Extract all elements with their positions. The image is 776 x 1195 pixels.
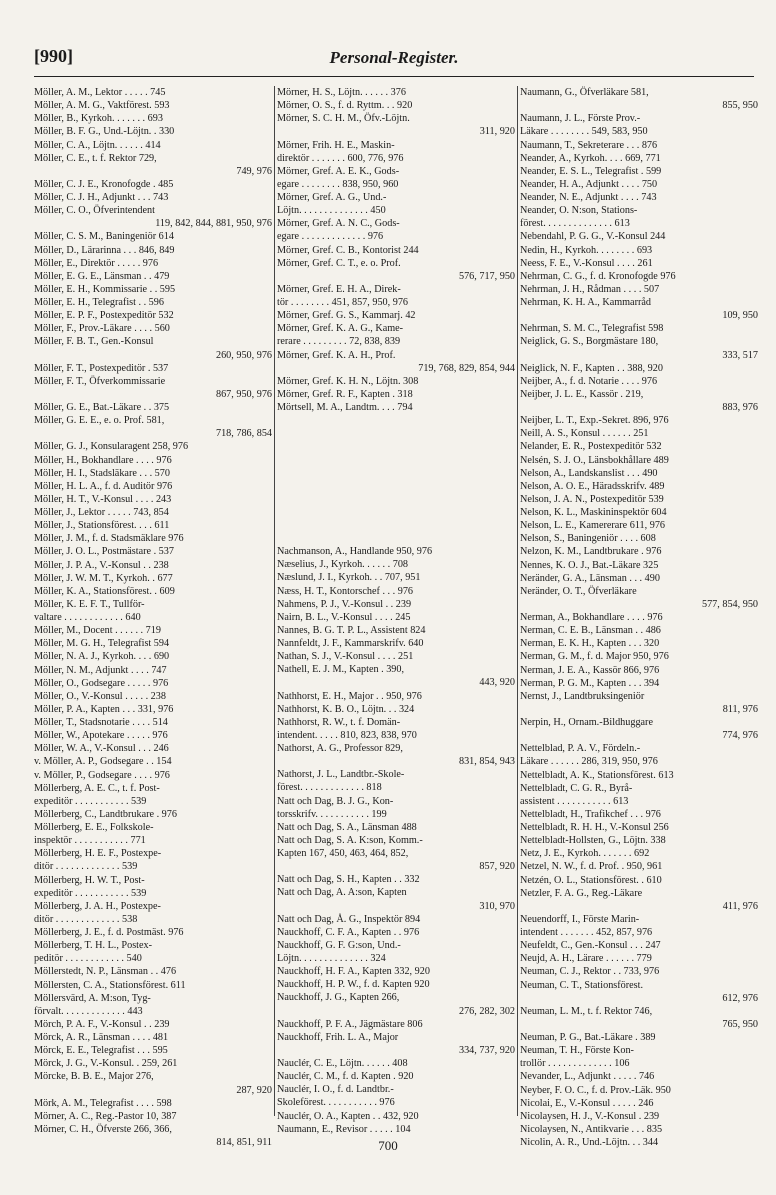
- register-entry: Nerpin, H., Ornam.-Bildhuggare: [520, 717, 653, 728]
- entry-continuation: 883, 976: [722, 402, 758, 413]
- entry-continuation: 718, 786, 854: [215, 428, 272, 440]
- register-entry: Naumann, T., Sekreterare . . . 876: [520, 139, 658, 151]
- register-entry: Nahmens, P. J., V.-Konsul . . 239: [277, 598, 412, 610]
- entry-continuation: 109, 950: [722, 310, 758, 322]
- register-column-1: [34, 86, 274, 1149]
- register-entry: Neander, H. A., Adjunkt . . . . 750: [520, 178, 658, 190]
- register-entry: Nicolaysen, N., Antikvarie . . . 835: [520, 1123, 663, 1135]
- register-entry: Möller, C. J. E., Kronofogde . 485: [34, 178, 174, 190]
- register-entry: Mörner, C. H., Öfverste 266, 366,: [34, 1123, 172, 1135]
- register-entry: Mörner, S. C. H. M., Öfv.-Löjtn.: [277, 113, 410, 125]
- register-entry: Möllerberg, H. W. T., Post-: [34, 874, 145, 886]
- register-entry: Nicolin, A. R., Und.-Löjtn. . . 344: [520, 1137, 659, 1148]
- register-entry: egare . . . . . . . . . . . . . 976: [277, 231, 384, 243]
- register-entry: Möller, E., Direktör . . . . . 976: [34, 257, 159, 269]
- register-entry: Möller, G. J., Konsularagent 258, 976: [34, 441, 189, 453]
- register-entry: Nerman, E. K. H., Kapten . . . 320: [520, 638, 660, 650]
- register-entry: Möller, B. F. G., Und.-Löjtn. . 330: [34, 126, 175, 138]
- register-entry: Mörner, Gref. G. S., Kammarj. 42: [277, 310, 416, 322]
- entry-continuation: 119, 842, 844, 881, 950, 976: [155, 218, 272, 230]
- register-entry: Nettelblad, P. A. V., Fördeln.-: [520, 743, 641, 755]
- register-entry: Nedin, H., Kyrkoh. . . . . . . . 693: [520, 244, 653, 256]
- register-entry: Næselius, J., Kyrkoh. . . . . . 708: [277, 559, 409, 571]
- register-entry: förest. . . . . . . . . . . . . . 613: [520, 218, 630, 230]
- register-entry: Naumann, G., Öfverläkare 581,: [520, 87, 649, 98]
- register-entry: Neijber, L. T., Exp.-Sekret. 896, 976: [520, 415, 669, 427]
- register-entry: Nernst, J., Landtbruksingeniör: [520, 690, 645, 702]
- register-entry: Natt och Dag, Å. G., Inspektör 894: [277, 913, 421, 925]
- register-entry: Naumann, J. L., Förste Prov.-: [520, 113, 641, 125]
- register-entry: Möller, W. A., V.-Konsul . . . 246: [34, 743, 169, 755]
- entry-continuation: 443, 920: [479, 677, 515, 689]
- register-entry: Nathan, S. J., V.-Konsul . . . . 251: [277, 651, 414, 663]
- register-entry: Nicolaysen, H. J., V.-Konsul . 239: [520, 1110, 660, 1122]
- register-entry: Möller, J. O. L., Postmästare . 537: [34, 546, 174, 558]
- register-entry: ditör . . . . . . . . . . . . . 538: [34, 913, 138, 925]
- register-entry: assistent . . . . . . . . . . . 613: [520, 795, 629, 807]
- register-entry: Mörner, Gref. A. E. K., Gods-: [277, 165, 400, 177]
- entry-continuation: 814, 851, 911: [216, 1137, 272, 1148]
- register-entry: v. Möller, P., Godsegare . . . . 976: [34, 769, 170, 781]
- page-title: Personal-Register.: [329, 48, 459, 67]
- register-entry: direktör . . . . . . . 600, 776, 976: [277, 152, 404, 164]
- register-entry: Möller, J., Lektor . . . . . 743, 854: [34, 507, 169, 518]
- register-entry: Möller, G. E., Bat.-Läkare . . 375: [34, 402, 170, 413]
- register-entry: Neill, A. S., Konsul . . . . . . 251: [520, 428, 649, 440]
- register-entry: Nehrman, K. H. A., Kammarråd: [520, 297, 651, 308]
- entry-continuation: 411, 976: [722, 900, 758, 912]
- register-entry: Möller, C. E., t. f. Rektor 729,: [34, 152, 157, 164]
- register-entry: Nettelbladt, H., Trafikchef . . . 976: [520, 808, 661, 820]
- register-entry: Mörner, Gref. R. F., Kapten . 318: [277, 388, 413, 400]
- register-entry: Mörner, H. S., Löjtn. . . . . . 376: [277, 87, 406, 98]
- register-entry: Nauclér, C. M., f. d. Kapten . 920: [277, 1071, 414, 1083]
- register-entry: Möller, K. E. F. T., Tullför-: [34, 598, 145, 610]
- register-entry: Möllerberg, A. E. C., t. f. Post-: [34, 782, 160, 794]
- register-entry: Nathhorst, E. H., Major . . 950, 976: [277, 690, 422, 702]
- register-entry: Nelson, J. A. N., Postexpeditör 539: [520, 493, 664, 505]
- entry-continuation: 857, 920: [479, 861, 515, 873]
- register-entry: Nelson, S., Baningeniör . . . . 608: [520, 533, 656, 545]
- entry-continuation: 260, 950, 976: [215, 349, 272, 361]
- register-entry: Nelzon, K. M., Landtbrukare . 976: [520, 546, 662, 558]
- register-entry: Möller, E. H., Kommissarie . . 595: [34, 283, 176, 295]
- register-entry: torsskrifv. . . . . . . . . . . 199: [277, 808, 387, 820]
- register-entry: intendent. . . . . 810, 823, 838, 970: [277, 729, 417, 741]
- register-entry: Nachmanson, A., Handlande 950, 976: [277, 546, 433, 558]
- register-entry: valtare . . . . . . . . . . . . 640: [34, 612, 141, 623]
- register-entry: Läkare . . . . . . 286, 319, 950, 976: [520, 756, 658, 768]
- register-entry: Nehrman, J. H., Rådman . . . . 507: [520, 283, 660, 295]
- register-entry: Natt och Dag, S. A., Länsman 488: [277, 821, 417, 833]
- entry-continuation: 576, 717, 950: [458, 270, 515, 282]
- register-entry: Nauckhoff, P. F. A., Jägmästare 806: [277, 1018, 423, 1030]
- register-entry: Mörtsell, M. A., Landtm. . . . 794: [277, 402, 413, 413]
- page-header: [34, 42, 754, 77]
- entry-continuation: 334, 737, 920: [458, 1044, 515, 1056]
- register-entry: Nathhorst, R. W., t. f. Domän-: [277, 716, 401, 728]
- register-entry: Mörner, Gref. A. N. C., Gods-: [277, 218, 400, 230]
- entry-continuation: 774, 976: [722, 730, 758, 742]
- register-entry: Nettelbladt, C. G. R., Byrå-: [520, 782, 633, 794]
- register-entry: Neränder, G. A., Länsman . . . 490: [520, 572, 660, 584]
- register-entry: Möller, A. M. G., Vaktförest. 593: [34, 100, 170, 112]
- register-entry: Möller, E. P. F., Postexpeditör 532: [34, 310, 174, 322]
- blank-line: [277, 493, 517, 506]
- entry-continuation: 749, 976: [236, 165, 272, 177]
- column-divider: [517, 86, 518, 1116]
- register-entry: Möller, F. B. T., Gen.-Konsul: [34, 336, 154, 348]
- column-divider: [274, 86, 275, 1116]
- register-entry: Neander, E. S. L., Telegrafist . 599: [520, 165, 662, 177]
- register-entry: Möller, J., Stationsförest. . . . 611: [34, 520, 170, 532]
- register-entry: Möller, J. P. A., V.-Konsul . . 238: [34, 559, 169, 571]
- register-entry: Mörner, Frih. H. E., Maskin-: [277, 139, 395, 151]
- entry-continuation: 855, 950: [722, 100, 758, 112]
- register-entry: Möllerberg, C., Landtbrukare . 976: [34, 808, 177, 820]
- register-entry: Nauckhoff, J. G., Kapten 266,: [277, 992, 400, 1004]
- register-entry: Möller, C. O., Öfverintendent: [34, 205, 155, 217]
- register-entry: Möller, C. A., Löjtn. . . . . . 414: [34, 139, 161, 151]
- register-entry: Mörner, Gref. E. H. A., Direk-: [277, 283, 401, 295]
- register-entry: Löjtn. . . . . . . . . . . . . . 450: [277, 205, 386, 217]
- register-entry: Möller, H. T., V.-Konsul . . . . 243: [34, 493, 172, 505]
- register-entry: Möllerberg, E. E., Folkskole-: [34, 822, 154, 833]
- register-entry: Næslund, J. I., Kyrkoh. . . 707, 951: [277, 572, 421, 584]
- register-entry: Natt och Dag, S. H., Kapten . . 332: [277, 874, 420, 886]
- register-entry: Mörner, Gref. K. A. H., Prof.: [277, 349, 396, 361]
- register-entry: Möller, D., Lärarinna . . . 846, 849: [34, 244, 175, 256]
- register-entry: Nelson, L. E., Kamererare 611, 976: [520, 520, 666, 532]
- register-entry: Neijber, A., f. d. Notarie . . . . 976: [520, 375, 658, 387]
- register-entry: Nelsén, S. J. O., Länsbokhållare 489: [520, 454, 669, 466]
- entry-continuation: 612, 976: [722, 992, 758, 1004]
- register-entry: Netzel, N. W., f. d. Prof. . 950, 961: [520, 861, 663, 873]
- register-entry: Netzler, F. A. G., Reg.-Läkare: [520, 887, 643, 899]
- blank-line: [277, 467, 517, 480]
- blank-line: [277, 427, 517, 440]
- register-entry: Mörner, Gref. A. G., Und.-: [277, 192, 387, 203]
- register-entry: Mörcke, B. B. E., Major 276,: [34, 1071, 154, 1083]
- register-entry: expeditör . . . . . . . . . . . 539: [34, 887, 147, 899]
- register-entry: Möller, B., Kyrkoh. . . . . . . 693: [34, 113, 163, 125]
- register-entry: Nairn, B. L., V.-Konsul . . . . 245: [277, 611, 411, 623]
- register-entry: Möllerberg, H. E. F., Postexpe-: [34, 848, 162, 860]
- register-entry: Nathorst, J. L., Landtbr.-Skole-: [277, 769, 405, 781]
- register-entry: Naumann, E., Revisor . . . . . 104: [277, 1123, 411, 1135]
- register-entry: Möller, J. M., f. d. Stadsmäklare 976: [34, 533, 184, 545]
- register-entry: Mörner, A. C., Reg.-Pastor 10, 387: [34, 1110, 177, 1122]
- register-entry: rerare . . . . . . . . . 72, 838, 839: [277, 336, 401, 348]
- register-entry: Neiglick, G. S., Borgmästare 180,: [520, 336, 659, 348]
- register-entry: Möllersvärd, A. M:son, Tyg-: [34, 992, 151, 1004]
- register-entry: Nelson, A., Landskanslist . . . 490: [520, 467, 658, 479]
- register-entry: Möller, W., Apotekare . . . . . 976: [34, 730, 168, 742]
- register-entry: Nannes, B. G. T. P. L., Assistent 824: [277, 624, 426, 636]
- register-entry: Läkare . . . . . . . . 549, 583, 950: [520, 126, 648, 138]
- register-entry: Neuman, L. M., t. f. Rektor 746,: [520, 1005, 653, 1017]
- register-entry: Möller, E. G. E., Länsman . . 479: [34, 270, 170, 282]
- register-entry: v. Möller, A. P., Godsegare . . 154: [34, 756, 172, 768]
- register-column-2: [277, 86, 517, 1136]
- blank-line: [277, 506, 517, 519]
- entry-continuation: 310, 970: [479, 900, 515, 912]
- register-entry: Neiglick, N. F., Kapten . . 388, 920: [520, 362, 663, 374]
- register-entry: Natt och Dag, S. A. K:son, Komm.-: [277, 834, 423, 846]
- register-entry: Mörck, A. R., Länsman . . . . 481: [34, 1032, 169, 1043]
- blank-line: [277, 414, 517, 427]
- register-entry: Nauckhoff, Frih. L. A., Major: [277, 1031, 399, 1043]
- register-entry: Möller, A. M., Lektor . . . . . 745: [34, 87, 166, 98]
- register-entry: tör . . . . . . . . 451, 857, 950, 976: [277, 297, 409, 308]
- register-entry: Neufeldt, C., Gen.-Konsul . . . 247: [520, 940, 661, 952]
- register-entry: Neränder, O. T., Öfverläkare: [520, 585, 637, 597]
- register-entry: Möller, G. E. E., e. o. Prof. 581,: [34, 415, 165, 427]
- register-entry: Nehrman, S. M. C., Telegrafist 598: [520, 323, 664, 335]
- register-entry: Möllerberg, J. A. H., Postexpe-: [34, 900, 161, 912]
- register-entry: Nicolai, E., V.-Konsul . . . . . 246: [520, 1097, 654, 1109]
- register-entry: Möller, O., V.-Konsul . . . . . 238: [34, 690, 166, 702]
- register-entry: Nettelbladt-Hollsten, G., Löjtn. 338: [520, 835, 666, 847]
- blank-line: [277, 532, 517, 545]
- register-entry: Möller, N. M., Adjunkt . . . . 747: [34, 664, 167, 676]
- register-entry: Nannfeldt, J. F., Kammarskrifv. 640: [277, 638, 424, 650]
- register-column-3: [520, 86, 760, 1149]
- register-entry: expeditör . . . . . . . . . . . 539: [34, 795, 147, 807]
- entry-continuation: 719, 768, 829, 854, 944: [418, 362, 515, 374]
- register-entry: Nelson, K. L., Maskininspektör 604: [520, 507, 667, 518]
- register-entry: Möller, E. H., Telegrafist . . 596: [34, 297, 164, 308]
- register-entry: Natt och Dag, A. A:son, Kapten: [277, 887, 407, 899]
- register-entry: Nelson, A. O. E., Häradsskrifv. 489: [520, 480, 665, 492]
- register-entry: Möller, H., Bokhandlare . . . . 976: [34, 454, 172, 466]
- register-entry: Möller, F. T., Öfverkommissarie: [34, 375, 166, 387]
- register-entry: Möller, H. I., Stadsläkare . . . 570: [34, 467, 170, 479]
- register-entry: Nelander, E. R., Postexpeditör 532: [520, 441, 662, 453]
- register-entry: Nerman, A., Bokhandlare . . . . 976: [520, 612, 663, 623]
- entry-continuation: 831, 854, 943: [458, 756, 515, 768]
- register-entry: Möllersten, C. A., Stationsförest. 611: [34, 979, 186, 991]
- register-entry: förvalt. . . . . . . . . . . . . 443: [34, 1005, 143, 1017]
- register-entry: Neander, N. E., Adjunkt . . . . 743: [520, 192, 657, 203]
- register-entry: Möller, C. S. M., Baningeniör 614: [34, 231, 174, 243]
- entry-continuation: 333, 517: [722, 349, 758, 361]
- header-page-number: [990]: [34, 46, 73, 66]
- register-entry: Möllerberg, J. E., f. d. Postmäst. 976: [34, 927, 184, 938]
- register-entry: Nerman, J. E. A., Kassör 866, 976: [520, 664, 660, 676]
- register-entry: Möller, K. A., Stationsförest. . 609: [34, 585, 175, 597]
- register-entry: Möller, M., Docent . . . . . . 719: [34, 625, 161, 637]
- register-entry: inspektör . . . . . . . . . . . 771: [34, 835, 146, 847]
- register-entry: Kapten 167, 450, 463, 464, 852,: [277, 848, 409, 860]
- register-entry: Mörner, Gref. C. B., Kontorist 244: [277, 244, 419, 256]
- register-entry: Natt och Dag, B. J. G., Kon-: [277, 795, 394, 807]
- register-entry: Nauckhoff, C. F. A., Kapten . . 976: [277, 926, 420, 938]
- blank-line: [277, 440, 517, 453]
- register-entry: Nauclér, O. A., Kapten . . 432, 920: [277, 1110, 419, 1122]
- register-entry: Neess, F. E., V.-Konsul . . . . 261: [520, 257, 653, 269]
- register-entry: Mörch, P. A. F., V.-Konsul . . 239: [34, 1018, 170, 1030]
- entry-continuation: 276, 282, 302: [458, 1005, 515, 1017]
- register-entry: Nerman, C. E. B., Länsman . . 486: [520, 625, 661, 637]
- register-entry: Nathell, E. J. M., Kapten . 390,: [277, 664, 405, 676]
- entry-continuation: 287, 920: [236, 1084, 272, 1096]
- register-entry: Netz, J. E., Kyrkoh. . . . . . . 692: [520, 848, 650, 860]
- register-entry: Nauclér, I. O., f. d. Landtbr.-: [277, 1084, 394, 1096]
- register-entry: Neuman, P. G., Bat.-Läkare . 389: [520, 1032, 656, 1043]
- register-entry: Nevander, L., Adjunkt . . . . . 746: [520, 1071, 655, 1083]
- register-entry: Mörck, J. G., V.-Konsul. . 259, 261: [34, 1058, 178, 1070]
- register-entry: Nettelbladt, A. K., Stationsförest. 613: [520, 769, 674, 781]
- register-entry: Nauckhoff, H. P. W., f. d. Kapten 920: [277, 979, 430, 991]
- register-entry: Neuman, C. T., Stationsförest.: [520, 979, 643, 991]
- register-entry: Nehrman, C. G., f. d. Kronofogde 976: [520, 270, 676, 282]
- entry-continuation: 811, 976: [722, 703, 758, 715]
- register-entry: Löjtn. . . . . . . . . . . . . . 324: [277, 953, 386, 965]
- register-entry: Nathhorst, K. B. O., Löjtn. . . 324: [277, 703, 415, 715]
- register-entry: peditör . . . . . . . . . . . . 540: [34, 953, 142, 965]
- register-entry: Nerman, P. G. M., Kapten . . . 394: [520, 677, 660, 689]
- register-entry: Neuman, C. J., Rektor . . 733, 976: [520, 966, 660, 978]
- register-entry: Neijber, J. L. E., Kassör . 219,: [520, 388, 644, 400]
- register-entry: Mörk, A. M., Telegrafist . . . . 598: [34, 1097, 172, 1109]
- register-entry: Nathorst, A. G., Professor 829,: [277, 743, 403, 755]
- register-entry: Nerman, G. M., f. d. Major 950, 976: [520, 651, 669, 663]
- register-entry: Næss, H. T., Kontorschef . . . 976: [277, 585, 414, 597]
- register-entry: Mörner, Gref. K. A. G., Kame-: [277, 323, 404, 335]
- register-entry: Möllerberg, T. H. L., Postex-: [34, 940, 152, 952]
- register-entry: Mörner, Gref. C. T., e. o. Prof.: [277, 257, 401, 269]
- footer-page-number: 700: [378, 1138, 398, 1153]
- register-entry: Netzén, O. L., Stationsförest. . 610: [520, 874, 662, 886]
- register-entry: ditör . . . . . . . . . . . . . 539: [34, 861, 138, 873]
- entry-continuation: 765, 950: [722, 1018, 758, 1030]
- register-entry: Möller, O., Godsegare . . . . . 976: [34, 677, 169, 689]
- register-entry: Möller, M. G. H., Telegrafist 594: [34, 638, 170, 650]
- register-entry: Möller, F. T., Postexpeditör . 537: [34, 362, 169, 374]
- register-entry: Mörner, Gref. K. H. N., Löjtn. 308: [277, 375, 419, 387]
- register-entry: Möller, J. W. M. T., Kyrkoh. . 677: [34, 572, 173, 584]
- register-entry: Möller, T., Stadsnotarie . . . . 514: [34, 717, 168, 728]
- register-entry: Mörck, E. E., Telegrafist . . . 595: [34, 1045, 168, 1057]
- register-entry: Nauckhoff, H. F. A., Kapten 332, 920: [277, 966, 430, 978]
- entry-continuation: 577, 854, 950: [701, 598, 758, 610]
- register-entry: Möllerstedt, N. P., Länsman . . 476: [34, 966, 177, 978]
- blank-line: [277, 480, 517, 493]
- register-entry: förest. . . . . . . . . . . . . 818: [277, 782, 382, 794]
- entry-continuation: 311, 920: [479, 126, 515, 138]
- register-entry: Neander, A., Kyrkoh. . . . 669, 771: [520, 152, 661, 164]
- register-entry: Nauckhoff, G. F. G:son, Und.-: [277, 939, 401, 951]
- register-entry: Nebendahl, P. G. G., V.-Konsul 244: [520, 231, 666, 243]
- register-entry: Möller, C. J. H., Adjunkt . . . 743: [34, 192, 169, 203]
- register-entry: egare . . . . . . . . 838, 950, 960: [277, 178, 399, 190]
- register-entry: Skoleförest. . . . . . . . . . . 976: [277, 1097, 395, 1109]
- register-entry: Möller, H. L. A., f. d. Auditör 976: [34, 480, 173, 492]
- register-entry: Neander, O. N:son, Stations-: [520, 205, 638, 217]
- register-entry: trollör . . . . . . . . . . . . . 106: [520, 1058, 630, 1070]
- register-entry: Mörner, O. S., f. d. Ryttm. . . 920: [277, 100, 413, 112]
- blank-line: [277, 453, 517, 466]
- register-entry: Neuendorff, I., Förste Marin-: [520, 913, 640, 925]
- entry-continuation: 867, 950, 976: [215, 388, 272, 400]
- register-entry: Nennes, K. O. J., Bat.-Läkare 325: [520, 559, 659, 571]
- register-entry: Neujd, A. H., Lärare . . . . . . 779: [520, 953, 652, 965]
- register-entry: Möller, N. A. J., Kyrkoh. . . . 690: [34, 651, 170, 663]
- register-entry: Nauclér, C. E., Löjtn. . . . . . 408: [277, 1058, 408, 1070]
- register-entry: Nettelbladt, R. H. H., V.-Konsul 256: [520, 822, 669, 833]
- register-entry: Neuman, T. H., Förste Kon-: [520, 1045, 634, 1057]
- register-entry: Möller, P. A., Kapten . . . 331, 976: [34, 703, 174, 715]
- register-entry: intendent . . . . . . . 452, 857, 976: [520, 927, 653, 938]
- register-entry: Möller, F., Prov.-Läkare . . . . 560: [34, 323, 170, 335]
- register-entry: Neyber, F. O. C., f. d. Prov.-Läk. 950: [520, 1084, 671, 1096]
- blank-line: [277, 519, 517, 532]
